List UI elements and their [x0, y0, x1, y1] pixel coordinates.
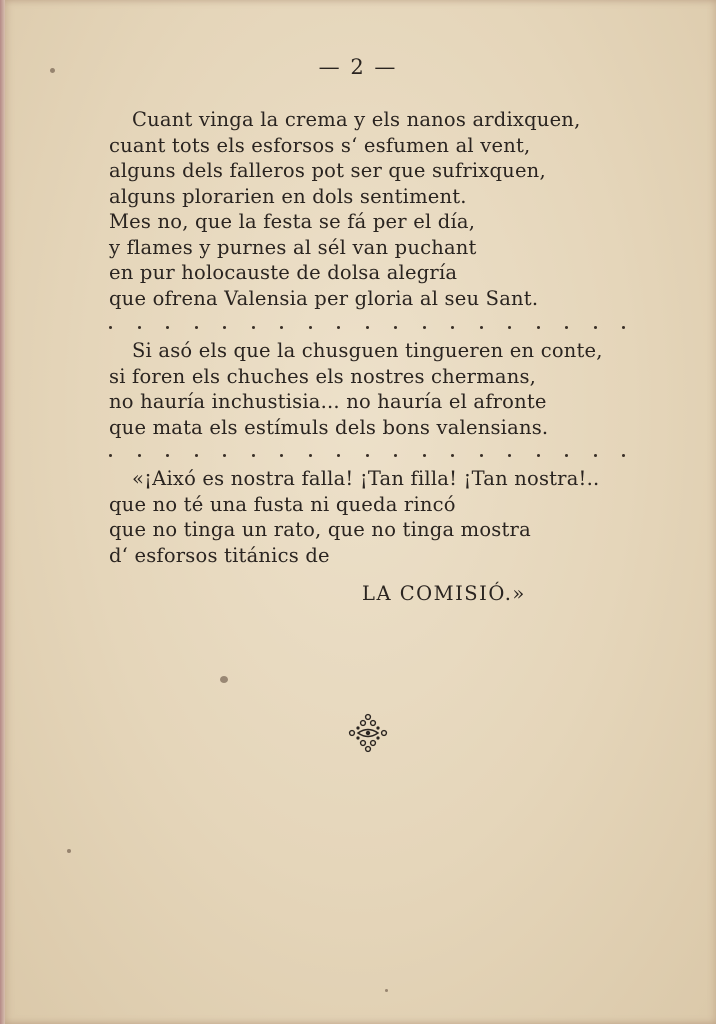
- separator-dot: [195, 454, 198, 457]
- verse-line: y flames y purnes al sél van puchant: [109, 235, 477, 259]
- verse-line: que mata els estímuls dels bons valensians.: [109, 415, 549, 439]
- separator-dot: [537, 326, 540, 329]
- signature: LA COMISIÓ.»: [362, 582, 526, 605]
- separator-dot: [594, 454, 597, 457]
- separator-dot: [622, 454, 625, 457]
- separator-dot: [480, 326, 483, 329]
- separator-dot: [309, 326, 312, 329]
- page-number: — 2 —: [318, 55, 398, 79]
- separator-dot: [138, 326, 141, 329]
- paper-speck: [50, 68, 55, 73]
- separator-dot: [423, 326, 426, 329]
- verse-line: que ofrena Valensia per gloria al seu Sant.: [109, 286, 539, 310]
- separator-dot: [508, 326, 511, 329]
- separator-dot: [337, 326, 340, 329]
- separator-dot: [252, 454, 255, 457]
- separator-dot: [423, 454, 426, 457]
- verse-line: Si asó els que la chusguen tingueren en conte,: [132, 339, 603, 362]
- separator-dot: [109, 454, 112, 457]
- separator-dot: [480, 454, 483, 457]
- separator-dot: [337, 454, 340, 457]
- separator-dot: [366, 326, 369, 329]
- stanza-1: [109, 107, 580, 311]
- stanza-3: [109, 466, 599, 568]
- stanza-2: [109, 338, 603, 440]
- verse-line: d‘ esforsos titánics de: [109, 543, 330, 567]
- dotted-separator: [109, 454, 629, 460]
- page-left-edge: [0, 0, 5, 1024]
- verse-line: Mes no, que la festa se fá per el día,: [109, 210, 476, 233]
- separator-dot: [109, 326, 112, 329]
- separator-dot: [565, 326, 568, 329]
- separator-dot: [166, 454, 169, 457]
- separator-dot: [508, 454, 511, 457]
- separator-dot: [166, 326, 169, 329]
- verse-line: que no té una fusta ni queda rincó: [109, 492, 456, 516]
- verse-line: cuant tots els esforsos s‘ esfumen al vent,: [109, 133, 531, 157]
- verse-line: si foren els chuches els nostres chermans,: [109, 364, 537, 388]
- verse-line: Cuant vinga la crema y els nanos ardixquen,: [132, 108, 581, 131]
- verse-line: que no tinga un rato, que no tinga mostra: [109, 518, 531, 541]
- separator-dot: [223, 326, 226, 329]
- separator-dot: [537, 454, 540, 457]
- dotted-separator: [109, 326, 629, 332]
- separator-dot: [252, 326, 255, 329]
- verse-line: alguns dels falleros pot ser que sufrixquen,: [109, 159, 546, 182]
- floral-ornament-icon: [344, 712, 392, 754]
- separator-dot: [622, 326, 625, 329]
- separator-dot: [451, 326, 454, 329]
- separator-dot: [280, 454, 283, 457]
- separator-dot: [565, 454, 568, 457]
- verse-line: en pur holocauste de dolsa alegría: [109, 261, 458, 284]
- verse-line: no hauría inchustisia... no hauría el afronte: [109, 390, 547, 413]
- paper-speck: [385, 989, 388, 992]
- verse-line: alguns plorarien en dols sentiment.: [109, 184, 467, 208]
- separator-dot: [366, 454, 369, 457]
- separator-dot: [394, 454, 397, 457]
- separator-dot: [280, 326, 283, 329]
- paper-speck: [67, 849, 71, 853]
- separator-dot: [394, 326, 397, 329]
- separator-dot: [451, 454, 454, 457]
- separator-dot: [594, 326, 597, 329]
- separator-dot: [223, 454, 226, 457]
- separator-dot: [138, 454, 141, 457]
- separator-dot: [195, 326, 198, 329]
- separator-dot: [309, 454, 312, 457]
- paper-speck: [220, 676, 228, 683]
- verse-line: «¡Aixó es nostra falla! ¡Tan filla! ¡Tan nostra!..: [132, 467, 600, 490]
